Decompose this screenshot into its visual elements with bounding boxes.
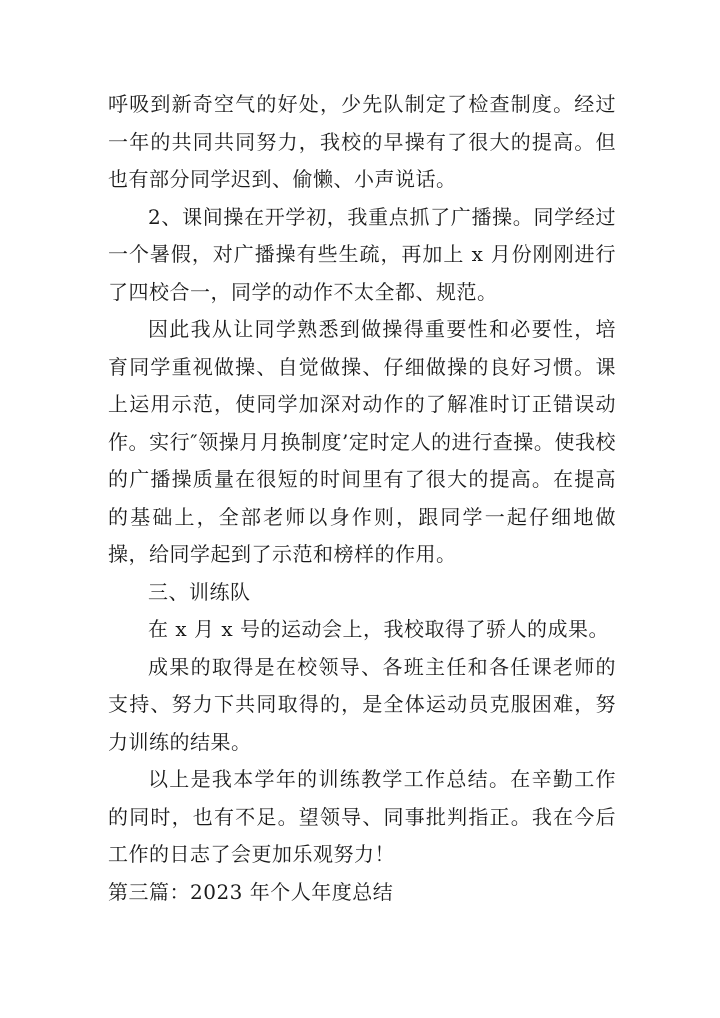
paragraph-4-heading: 三、训练队: [148, 579, 251, 604]
paragraph-5: 在 x 月 x 号的运动会上，我校取得了骄人的成果。: [148, 617, 609, 641]
paragraph-3: 因此我从让同学熟悉到做操得重要性和必要性，培育同学重视做操、自觉做操、仔细做操的良好习惯。课上运用示范，使同学加深对动作的了解准时订正错误动作。实行″领操月月换制度’定时定人的进行查操。使我校的广播操质量在很短的时间里有了很大的提高。在提高的基础上，全部老师以身作则，跟同学一起仔细地做操，给同学起到了示范和榜样的作用。: [108, 317, 616, 566]
section-heading: 第三篇：2023 年个人年度总结: [108, 879, 394, 904]
paragraph-6: 成果的取得是在校领导、各班主任和各任课老师的支持、努力下共同取得的，是全体运动员克服困难，努力训练的结果。: [108, 654, 616, 754]
document-body: [108, 86, 616, 911]
paragraph-2: 2、课间操在开学初，我重点抓了广播操。同学经过一个暑假，对广播操有些生疏，再加上 x 月份刚刚进行了四校合一，同学的动作不太全都、规范。: [108, 204, 616, 304]
paragraph-7: 以上是我本学年的训练教学工作总结。在辛勤工作的同时，也有不足。望领导、同事批判指正。我在今后工作的日志了会更加乐观努力！: [108, 767, 616, 866]
paragraph-1: 呼吸到新奇空气的好处，少先队制定了检查制度。经过一年的共同共同努力，我校的早操有了很大的提高。但也有部分同学迟到、偷懒、小声说话。: [108, 92, 616, 191]
